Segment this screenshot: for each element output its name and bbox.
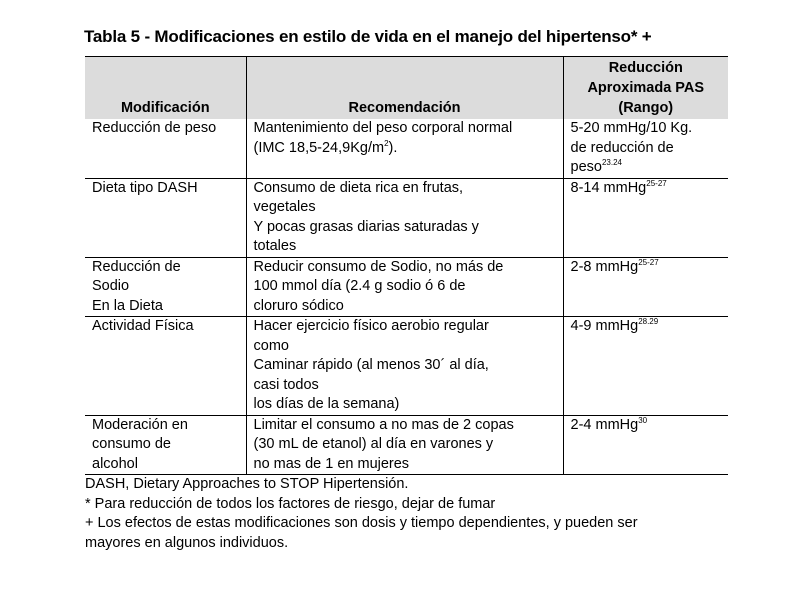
footnote: DASH, Dietary Approaches to STOP Hipertensión. xyxy=(85,476,409,492)
superscript: 2 xyxy=(384,138,389,148)
cell-line: En la Dieta xyxy=(92,297,163,314)
cell-line: no mas de 1 en mujeres xyxy=(253,455,410,472)
cell-text: 2-4 mmHg xyxy=(570,416,639,433)
cell-line: alcohol xyxy=(92,455,138,472)
footnote: mayores en algunos individuos. xyxy=(85,534,289,551)
reference-superscript: 28.29 xyxy=(638,317,659,326)
cell-line: vegetales xyxy=(253,199,316,215)
reference-superscript: 25-27 xyxy=(638,257,659,267)
cell-recomendacion xyxy=(246,257,563,317)
cell-recomendacion xyxy=(246,415,563,475)
cell-line: Limitar el consumo a no mas de 2 copas xyxy=(253,416,514,433)
cell-line: cloruro sódico xyxy=(253,297,344,314)
table-row xyxy=(85,415,728,475)
cell-line: Sodio xyxy=(92,278,130,294)
table-footnotes xyxy=(85,475,638,553)
cell-line: (30 mL de etanol) al día en varones y xyxy=(253,436,494,452)
footnote: + Los efectos de estas modificaciones son dosis y tiempo dependientes, y pueden ser xyxy=(85,515,638,531)
cell-recomendacion xyxy=(246,119,563,178)
cell-line: totales xyxy=(253,238,297,254)
cell-line: Reducir consumo de Sodio, no más de xyxy=(253,258,504,275)
reference-superscript: 25-27 xyxy=(646,178,667,188)
table-title xyxy=(84,27,652,47)
header-reduccion-line: (Rango) xyxy=(618,100,674,116)
cell-line xyxy=(571,417,648,433)
cell-line: como xyxy=(253,337,289,354)
cell-text: (IMC 18,5-24,9Kg/m xyxy=(253,139,385,156)
cell-line: 5-20 mmHg/10 Kg. xyxy=(570,120,693,136)
cell-line: casi todos xyxy=(253,376,319,393)
header-modificacion: Modificación xyxy=(85,57,246,120)
cell-line: 100 mmol día (2.4 g sodio ó 6 de xyxy=(253,278,466,294)
cell-line xyxy=(571,259,659,275)
cell-line xyxy=(571,180,667,196)
cell-line: consumo de xyxy=(92,436,171,452)
cell-text: ). xyxy=(388,139,398,156)
cell-modificacion xyxy=(85,257,246,317)
cell-reduccion xyxy=(563,257,728,317)
header-reduccion-line: Aproximada PAS xyxy=(587,80,705,96)
header-reduccion-line: Reducción xyxy=(608,60,683,76)
cell-line xyxy=(571,318,659,334)
cell-line: Actividad Física xyxy=(92,318,194,334)
cell-modificacion xyxy=(85,119,246,178)
table-row xyxy=(85,257,728,317)
cell-line: Reducción de xyxy=(92,258,181,275)
header-recomendacion: Recomendación xyxy=(246,57,563,120)
cell-modificacion xyxy=(85,415,246,475)
cell-text: 4-9 mmHg xyxy=(570,318,639,334)
cell-modificacion xyxy=(85,317,246,416)
cell-line: Hacer ejercicio físico aerobio regular xyxy=(253,318,489,334)
cell-line: Caminar rápido (al menos 30´ al día, xyxy=(253,357,489,373)
cell-reduccion xyxy=(563,119,728,178)
cell-text: 2-8 mmHg xyxy=(570,258,639,275)
lifestyle-table xyxy=(85,56,728,475)
table-row xyxy=(85,178,728,257)
cell-line: Moderación en xyxy=(92,416,188,433)
cell-modificacion xyxy=(85,178,246,257)
table-row xyxy=(85,317,728,416)
table-title-text: Tabla 5 - Modificaciones en estilo de vida en el manejo del hipertenso xyxy=(84,27,631,46)
table-header-row xyxy=(85,57,728,120)
cell-text: 8-14 mmHg xyxy=(570,179,647,196)
reference-superscript: 30 xyxy=(638,415,648,425)
cell-line: Y pocas grasas diarias saturadas y xyxy=(253,218,479,235)
cell-line: Reducción de peso xyxy=(92,120,217,136)
reference-superscript: 23.24 xyxy=(601,158,622,167)
cell-line: Consumo de dieta rica en frutas, xyxy=(253,179,464,196)
cell-text: peso xyxy=(570,159,602,175)
cell-reduccion xyxy=(563,415,728,475)
cell-line: Mantenimiento del peso corporal normal xyxy=(253,120,513,136)
cell-recomendacion xyxy=(246,317,563,416)
cell-recomendacion xyxy=(246,178,563,257)
cell-line xyxy=(254,139,559,159)
cell-reduccion xyxy=(563,178,728,257)
cell-line xyxy=(571,158,725,178)
table-title-marks: * + xyxy=(630,27,652,46)
footnote: * Para reducción de todos los factores de riesgo, dejar de fumar xyxy=(85,495,496,512)
cell-reduccion xyxy=(563,317,728,416)
cell-line: Dieta tipo DASH xyxy=(92,179,198,196)
header-reduccion-pas xyxy=(563,57,728,120)
cell-line: los días de la semana) xyxy=(253,396,400,412)
table-row xyxy=(85,119,728,178)
cell-line: de reducción de xyxy=(570,139,674,156)
